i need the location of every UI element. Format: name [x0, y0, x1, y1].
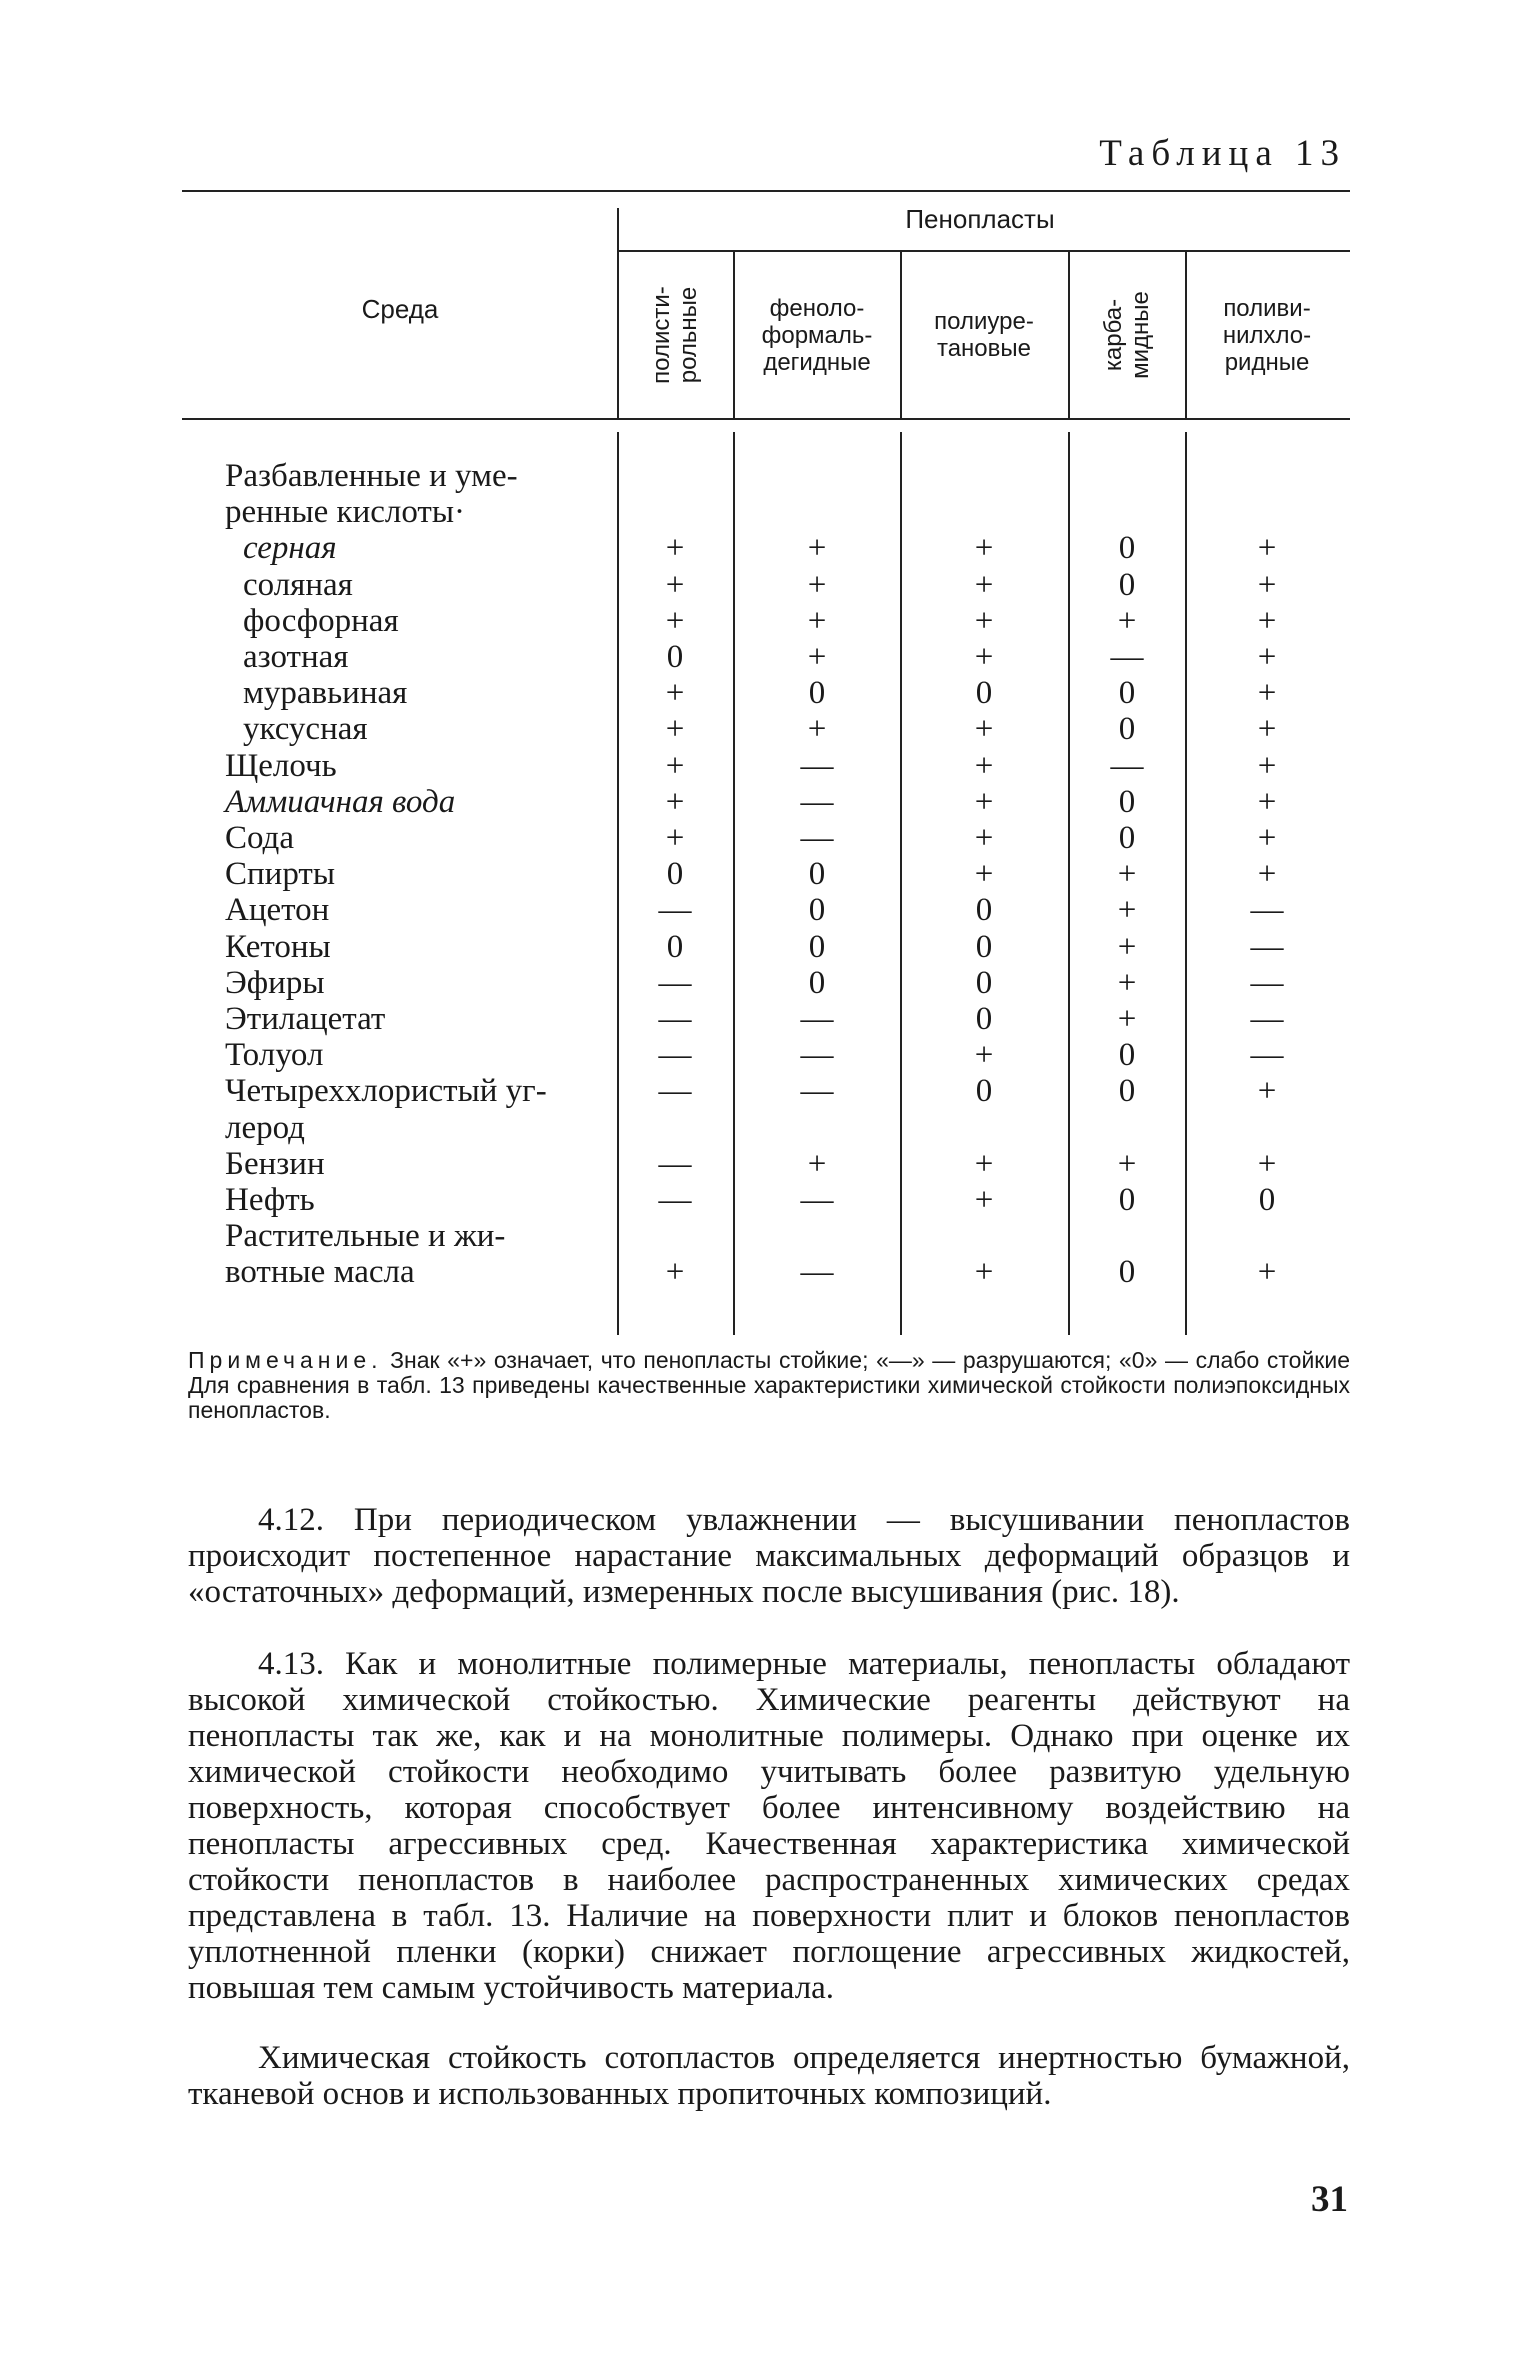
- table-cell: 0: [975, 964, 993, 1001]
- column-header-line: мидные: [1127, 291, 1154, 379]
- header-bottom-rule: [182, 418, 1350, 420]
- table-cell: +: [974, 530, 994, 567]
- row-label: Бензин: [225, 1145, 325, 1182]
- row-label: вотные масла: [225, 1254, 415, 1291]
- table-cell: +: [807, 530, 827, 567]
- column-divider: [617, 432, 619, 1335]
- table-cell: +: [807, 711, 827, 748]
- column-divider: [900, 432, 902, 1335]
- table-cell: +: [974, 1182, 994, 1218]
- table-cell: +: [807, 602, 827, 639]
- table-cell: +: [807, 566, 827, 603]
- row-label: Разбавленные и уме-: [225, 458, 518, 494]
- table-cell: +: [1257, 566, 1277, 603]
- table-cell: +: [665, 675, 685, 712]
- column-header-line: полисти-: [648, 286, 675, 384]
- table-cell: 0: [1258, 1182, 1276, 1218]
- row-label: Эфиры: [225, 964, 325, 1001]
- table-cell: +: [1257, 602, 1277, 639]
- table-cell: +: [1257, 820, 1277, 856]
- table-cell: +: [807, 1145, 827, 1182]
- table-cell: +: [974, 783, 994, 820]
- column-header-3: [1100, 260, 1154, 410]
- page-number: 31: [1311, 2179, 1348, 2220]
- table-cell: 0: [1118, 1182, 1136, 1218]
- column-header-line: рольные: [675, 286, 702, 384]
- column-divider: [1185, 432, 1187, 1335]
- row-label: Спирты: [225, 856, 335, 893]
- table-cell: 0: [808, 928, 826, 965]
- foam-group-header: Пенопласты: [905, 204, 1055, 234]
- table-cell: 0: [975, 1001, 993, 1037]
- table-cell: +: [974, 1145, 994, 1182]
- table-cell: —: [800, 1073, 834, 1110]
- row-label: лерод: [225, 1109, 305, 1146]
- table-cell: —: [658, 1073, 692, 1110]
- table-cell: +: [974, 1254, 994, 1291]
- table-cell: +: [974, 639, 994, 675]
- table-cell: —: [658, 964, 692, 1001]
- row-label: Нефть: [225, 1182, 315, 1218]
- table-note: [188, 1348, 1350, 1423]
- column-header-line: дегидные: [763, 348, 871, 376]
- table-cell: +: [665, 530, 685, 567]
- row-label: ренные кислоты·: [225, 494, 465, 531]
- table-cell: 0: [1118, 566, 1136, 603]
- table-cell: 0: [808, 964, 826, 1001]
- column-header-line: тановые: [936, 335, 1032, 362]
- column-header-2: [905, 308, 1063, 362]
- row-label: уксусная: [243, 711, 368, 748]
- table-cell: —: [1250, 892, 1284, 929]
- table-cell: —: [658, 1001, 692, 1037]
- table-cell: —: [800, 1254, 834, 1291]
- table-cell: —: [800, 820, 834, 856]
- table-cell: +: [1257, 639, 1277, 675]
- table-cell: —: [1110, 639, 1144, 675]
- column-divider: [617, 208, 619, 418]
- table-cell: —: [658, 1182, 692, 1218]
- table-cell: —: [800, 783, 834, 820]
- table-cell: +: [974, 820, 994, 856]
- table-cell: 0: [1118, 820, 1136, 856]
- row-label: Аммиачная вода: [225, 783, 456, 820]
- table-cell: 0: [1118, 1037, 1136, 1074]
- table-cell: —: [658, 1145, 692, 1182]
- column-header-4: [1190, 295, 1345, 376]
- row-label: муравьиная: [243, 675, 408, 712]
- note-lead: Примечание.: [188, 1347, 383, 1373]
- table-cell: —: [658, 892, 692, 929]
- table-cell: 0: [808, 675, 826, 712]
- row-label: Сода: [225, 820, 294, 856]
- table-cell: +: [974, 566, 994, 603]
- table-cell: —: [800, 1037, 834, 1074]
- table-cell: —: [800, 1182, 834, 1218]
- table-cell: +: [807, 639, 827, 675]
- column-header-line: поливи-: [1223, 294, 1311, 322]
- table-cell: +: [1257, 856, 1277, 893]
- table-cell: +: [974, 602, 994, 639]
- column-header-line: формаль-: [761, 321, 873, 349]
- table-cell: 0: [666, 639, 684, 675]
- table-cell: +: [665, 1254, 685, 1291]
- table-cell: +: [665, 783, 685, 820]
- column-divider: [1185, 252, 1187, 418]
- table-cell: 0: [975, 1073, 993, 1110]
- table-cell: 0: [1118, 1254, 1136, 1291]
- row-label: Толуол: [225, 1037, 324, 1074]
- table-cell: +: [1257, 711, 1277, 748]
- row-label: Кетоны: [225, 928, 331, 965]
- table-cell: +: [1117, 1001, 1137, 1037]
- column-divider: [733, 252, 735, 418]
- table-cell: +: [1257, 530, 1277, 567]
- table-cell: 0: [808, 892, 826, 929]
- table-cell: +: [974, 1037, 994, 1074]
- column-divider: [733, 432, 735, 1335]
- table-cell: +: [1117, 602, 1137, 639]
- table-cell: +: [665, 566, 685, 603]
- paragraph-honeycomb: Химическая стойкость сотопластов определяется инертностью бумажной, тканевой основ и использованных пропиточных композиций.: [188, 2040, 1350, 2112]
- table-cell: —: [800, 747, 834, 784]
- column-header-line: ридные: [1224, 348, 1310, 376]
- row-label: Щелочь: [225, 747, 337, 784]
- row-label: фосфорная: [243, 602, 399, 639]
- table-cell: 0: [1118, 1073, 1136, 1110]
- table-cell: 0: [666, 856, 684, 893]
- table-cell: +: [1257, 1145, 1277, 1182]
- table-cell: 0: [975, 675, 993, 712]
- table-cell: +: [1257, 747, 1277, 784]
- table-cell: —: [1250, 1001, 1284, 1037]
- table-cell: +: [1257, 1254, 1277, 1291]
- table-cell: 0: [1118, 783, 1136, 820]
- row-label: серная: [243, 530, 337, 567]
- table-cell: +: [665, 711, 685, 748]
- table-cell: +: [1117, 892, 1137, 929]
- row-label: Ацетон: [225, 892, 330, 929]
- table-cell: +: [1257, 783, 1277, 820]
- table-cell: +: [1117, 1145, 1137, 1182]
- table-cell: 0: [1118, 530, 1136, 567]
- paragraph-4-12: 4.12. При периодическом увлажнении — высушивании пенопластов происходит постепенное нарастание максимальных деформаций образцов и «остаточных» деформаций, измеренных после высушивания (рис. 18).: [188, 1502, 1350, 1610]
- table-cell: 0: [975, 892, 993, 929]
- table-cell: +: [1257, 1073, 1277, 1110]
- table-cell: +: [974, 856, 994, 893]
- table-cell: —: [1250, 964, 1284, 1001]
- table-cell: 0: [808, 856, 826, 893]
- medium-header: Среда: [361, 294, 439, 324]
- table-cell: +: [974, 711, 994, 748]
- row-label: Растительные и жи-: [225, 1218, 506, 1255]
- table-cell: +: [1117, 856, 1137, 893]
- column-divider: [1068, 252, 1070, 418]
- table-cell: —: [1250, 1037, 1284, 1074]
- column-divider: [1068, 432, 1070, 1335]
- table-cell: —: [1250, 928, 1284, 965]
- row-label: Четыреххлористый уг-: [225, 1073, 547, 1110]
- table-cell: +: [1117, 964, 1137, 1001]
- table-cell: +: [1257, 675, 1277, 712]
- table-cell: —: [800, 1001, 834, 1037]
- row-label: соляная: [243, 566, 353, 603]
- table-cell: 0: [1118, 711, 1136, 748]
- table-cell: —: [1110, 747, 1144, 784]
- paragraph-4-13: 4.13. Как и монолитные полимерные материалы, пенопласты обладают высокой химической стойкостью. Химические реагенты действуют на пенопласты так же, как и на монолитные полимеры. Однако при оценке их химической стойкости необходимо учитывать более развитую удельную поверхность, которая способствует более интенсивному воздействию на пенопласты агрессивных сред. Качественная характеристика химической стойкости пенопластов в наиболее распространенных химических средах представлена в табл. 13. Наличие на поверхности плит и блоков пенопластов уплотненной пленки (корки) снижает поглощение агрессивных жидкостей, повышая тем самым устойчивость материала.: [188, 1646, 1350, 2006]
- table-title: Таблица 13: [1099, 133, 1346, 174]
- table-cell: 0: [1118, 675, 1136, 712]
- table-top-rule: [182, 190, 1350, 192]
- column-divider: [900, 252, 902, 418]
- table-cell: 0: [975, 928, 993, 965]
- table-cell: —: [658, 1037, 692, 1074]
- table-cell: +: [665, 820, 685, 856]
- table-cell: +: [665, 602, 685, 639]
- table-cell: +: [1117, 928, 1137, 965]
- row-label: Этилацетат: [225, 1001, 386, 1037]
- note-text: Знак «+» означает, что пенопласты стойкие; «—» — разрушаются; «0» — слабо стойкие Для сравнения в табл. 13 приведены качественные характеристики химической стойкости полиэпоксидных пенопластов.: [188, 1347, 1351, 1423]
- group-underline: [617, 250, 1350, 252]
- table-cell: 0: [666, 928, 684, 965]
- column-header-line: полиуре-: [934, 308, 1034, 335]
- column-header-line: нилхло-: [1222, 321, 1312, 349]
- table-cell: +: [665, 747, 685, 784]
- column-header-0: [648, 260, 702, 410]
- column-header-line: феноло-: [769, 294, 865, 322]
- table-cell: +: [974, 747, 994, 784]
- column-header-line: карба-: [1100, 298, 1127, 372]
- column-header-1: [739, 295, 896, 376]
- row-label: азотная: [243, 639, 349, 675]
